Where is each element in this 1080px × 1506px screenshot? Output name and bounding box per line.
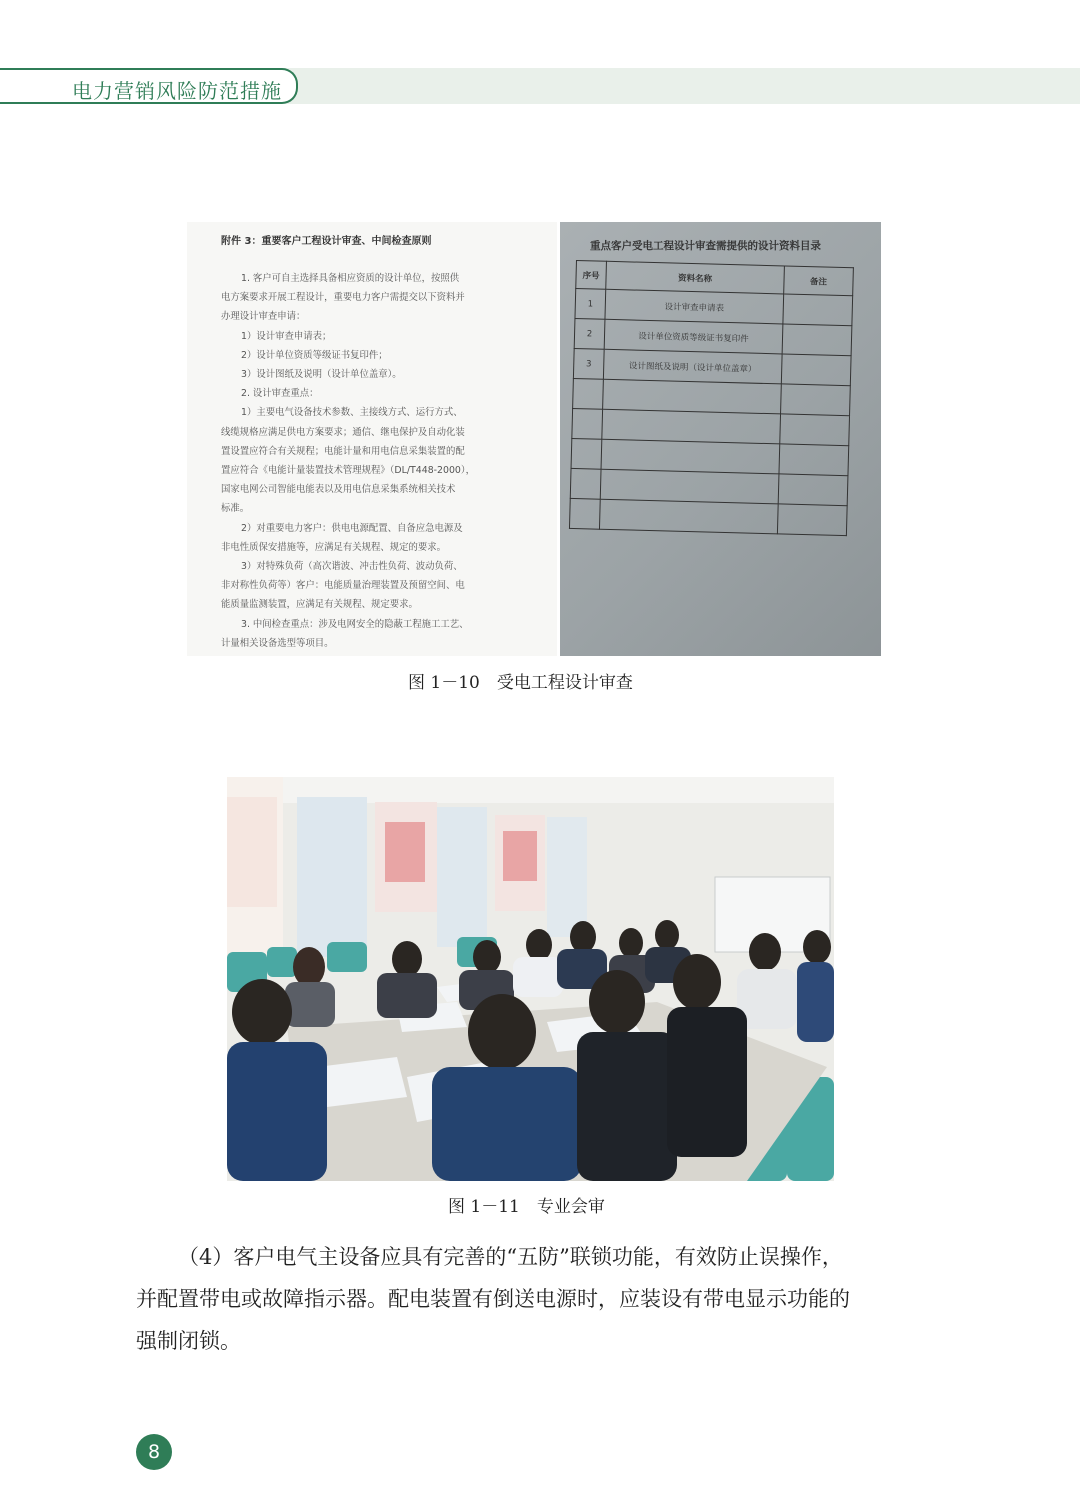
appendix-line: 国家电网公司智能电能表以及用电信息采集系统相关技术	[221, 484, 456, 496]
checklist-title: 重点客户受电工程设计审查需提供的设计资料目录	[590, 240, 821, 252]
checklist-body	[569, 289, 852, 536]
appendix-line: 3）设计图纸及说明（设计单位盖章）。	[241, 369, 402, 381]
checklist-cell	[571, 438, 602, 469]
checklist-photo	[560, 222, 881, 656]
figure-1-11-caption: 图 1－11 专业会审	[448, 1197, 605, 1217]
appendix-line: 置应符合《电能计量装置技术管理规程》（DL/T448-2000），	[221, 465, 475, 477]
appendix-body	[221, 269, 539, 653]
figure-1-10	[187, 222, 881, 656]
appendix-line: 1. 客户可自主选择具备相应资质的设计单位，按照供	[241, 273, 460, 284]
appendix-title: 附件 3：重要客户工程设计审查、中间检查原则	[221, 236, 432, 247]
appendix-line: 标准。	[221, 503, 250, 515]
appendix-document-scan	[187, 222, 557, 656]
chapter-header	[0, 68, 298, 104]
meeting-photo-illustration	[227, 777, 834, 1181]
appendix-line: 3）对特殊负荷（高次谐波、冲击性负荷、波动负荷、	[241, 561, 463, 573]
paragraph-line: 并配置带电或故障指示器。配电装置有倒送电源时，应装设有带电显示功能的	[136, 1287, 850, 1311]
checklist-cell	[572, 408, 603, 439]
appendix-line: 1）设计审查申请表；	[241, 330, 332, 342]
appendix-line: 1）主要电气设备技术参数、主接线方式、运行方式、	[241, 407, 463, 419]
figure-1-10-caption: 图 1－10 受电工程设计审查	[408, 673, 633, 693]
chapter-title: 电力营销风险防范措施	[72, 79, 282, 103]
checklist-header-cell: 备注	[784, 266, 854, 296]
page-number: 8	[136, 1434, 172, 1470]
appendix-line: 3. 中间检查重点：涉及电网安全的隐蔽工程施工工艺、	[241, 618, 469, 630]
appendix-line: 电方案要求开展工程设计，重要电力客户需提交以下资料并	[221, 292, 465, 304]
checklist-cell	[778, 474, 848, 506]
checklist-cell: 设计单位资质等级证书复印件	[604, 319, 783, 354]
checklist-cell: 3	[573, 348, 604, 379]
meeting-photo	[227, 777, 834, 1181]
appendix-line: 非对称性负荷等）客户：电能质量治理装置及预留空间、电	[221, 580, 465, 592]
checklist-row	[569, 498, 847, 535]
checklist-cell: 2	[574, 318, 605, 349]
body-paragraph	[136, 1236, 936, 1362]
appendix-line: 置设置应符合有关规程；电能计量和用电信息采集装置的配	[221, 445, 465, 457]
checklist-cell	[777, 504, 847, 536]
paragraph-line: 强制闭锁。	[136, 1329, 241, 1353]
checklist-cell: 设计审查申请表	[605, 289, 784, 324]
appendix-line: 能质量监测装置，应满足有关规程、规定要求。	[221, 599, 418, 611]
appendix-line: 2）设计单位资质等级证书复印件；	[241, 349, 388, 361]
checklist-header-cell: 资料名称	[606, 261, 785, 294]
checklist-cell	[573, 378, 604, 409]
checklist-cell: 设计图纸及说明（设计单位盖章）	[603, 349, 782, 384]
appendix-line: 计量相关设备选型等项目。	[221, 637, 334, 649]
checklist-cell	[600, 469, 779, 504]
checklist-cell	[601, 439, 780, 474]
appendix-line: 2）对重要电力客户：供电电源配置、自备应急电源及	[241, 522, 463, 534]
checklist-cell	[781, 384, 851, 416]
appendix-line: 办理设计审查申请：	[221, 311, 306, 323]
paragraph-line: （4）客户电气主设备应具有完善的“五防”联锁功能，有效防止误操作，	[178, 1245, 843, 1269]
checklist-cell	[780, 414, 850, 446]
appendix-line: 线缆规格应满足供电方案要求；通信、继电保护及自动化装	[221, 426, 465, 438]
checklist-cell	[602, 409, 781, 444]
checklist-cell	[779, 444, 849, 476]
checklist-cell	[569, 498, 600, 529]
checklist-cell	[603, 379, 782, 414]
checklist-cell	[783, 294, 853, 326]
checklist-cell	[782, 324, 852, 356]
appendix-line: 非电性质保安措施等，应满足有关规程、规定的要求。	[221, 541, 447, 553]
checklist-cell	[599, 499, 778, 534]
checklist-table	[569, 260, 854, 536]
checklist-cell	[570, 468, 601, 499]
checklist-cell	[781, 354, 851, 386]
checklist-header-cell: 序号	[576, 261, 607, 290]
appendix-line: 2. 设计审查重点：	[241, 388, 319, 400]
checklist-cell: 1	[575, 289, 606, 320]
